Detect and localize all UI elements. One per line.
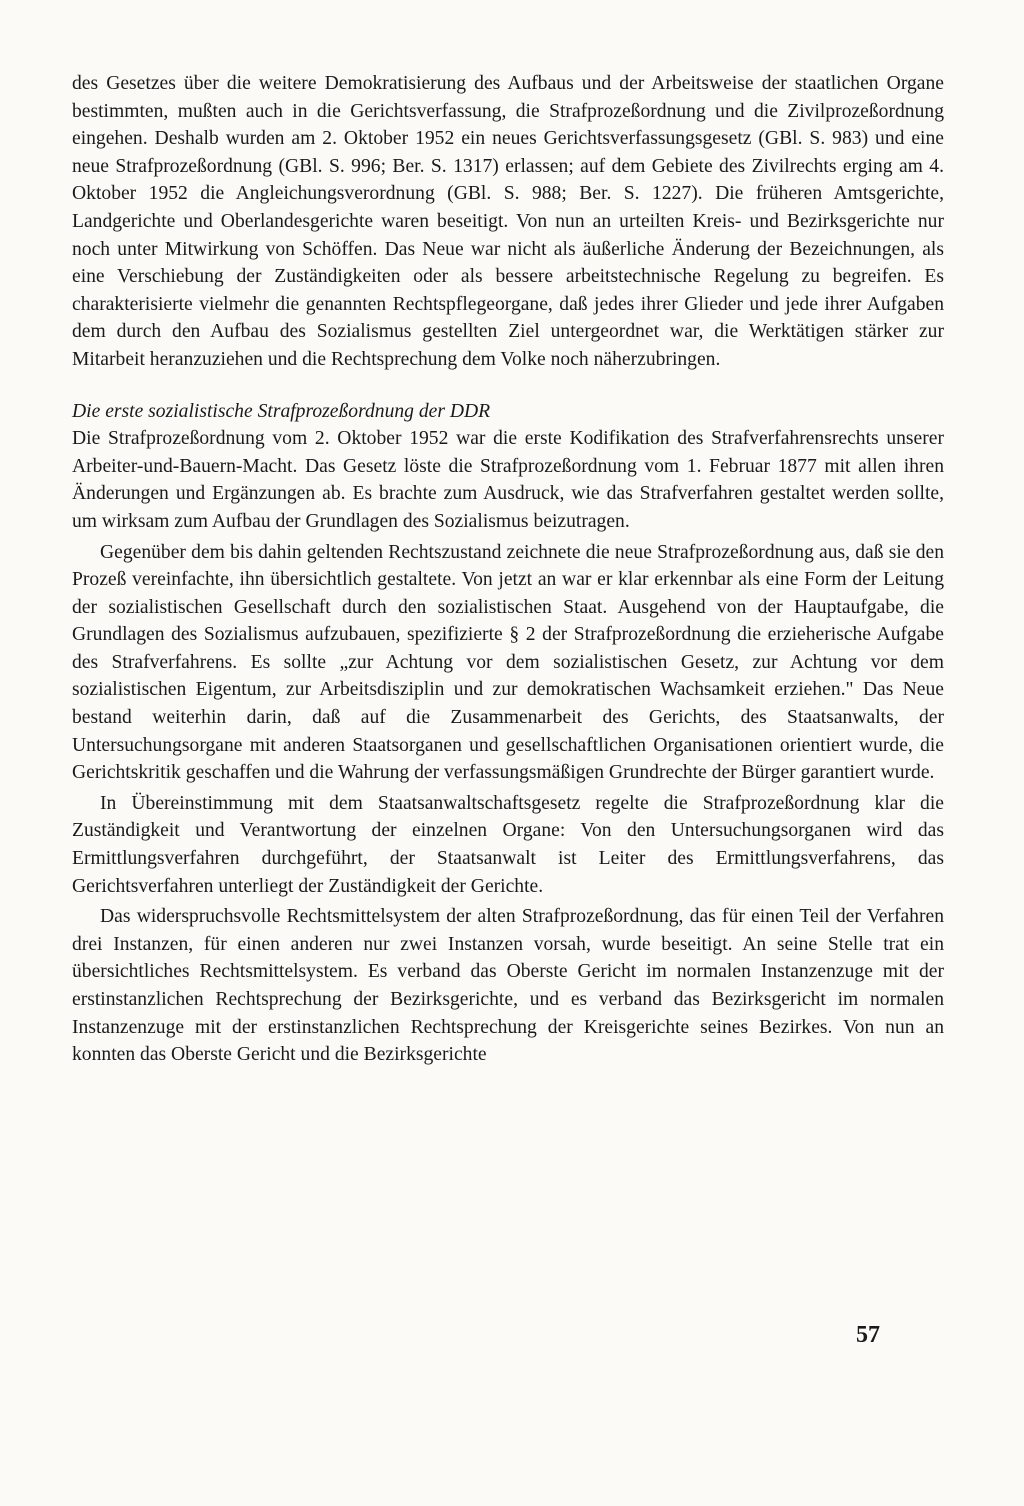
page-body bbox=[72, 70, 944, 1069]
page-number: 57 bbox=[856, 1322, 880, 1348]
paragraph-kodifikation: Die Strafprozeßordnung vom 2. Oktober 1952 war die erste Kodifikation des Strafverfahrensrechts unserer Arbeiter-und-Bauern-Macht. Das Gesetz löste die Strafprozeßordnung vom 1. Februar 1877 mit allen ihren Änderungen und Ergänzungen ab. Es brachte zum Ausdruck, wie das Strafverfahren gestaltet werden sollte, um wirksam zum Aufbau der Grundlagen des Sozialismus beizutragen. bbox=[72, 428, 944, 532]
section-heading: Die erste sozialistische Strafprozeßordnung der DDR bbox=[72, 400, 491, 422]
paragraph-zustaendigkeit: In Übereinstimmung mit dem Staatsanwaltschaftsgesetz regelte die Strafprozeßordnung klar die Zuständigkeit und Verantwortung der einzelnen Organe: Von den Untersuchungsorganen wird das Ermittlungsverfahren durchgeführt, der Staatsanwalt ist Leiter des Ermittlungsverfahrens, das Gerichtsverfahren unterliegt der Zuständigkeit der Gerichte. bbox=[72, 792, 944, 897]
paragraph-rechtsmittelsystem: Das widerspruchsvolle Rechtsmittelsystem der alten Strafprozeßordnung, das für einen Teil der Verfahren drei Instanzen, für einen anderen nur zwei Instanzen vorsah, wurde beseitigt. An seine Stelle trat ein übersichtliches Rechtsmittelsystem. Es verband das Oberste Gericht im normalen Instanzenzuge mit der erstinstanzlichen Rechtsprechung der Bezirksgerichte, und es verband das Bezirksgericht im normalen Instanzenzuge mit der erstinstanzlichen Rechtsprechung der Kreisgerichte seines Bezirkes. Von nun an konnten das Oberste Gericht und die Bezirksgerichte bbox=[72, 906, 944, 1066]
paragraph-rechtszustand: Gegenüber dem bis dahin geltenden Rechtszustand zeichnete die neue Strafprozeßordnung aus, daß sie den Prozeß vereinfachte, ihn übersichtlich gestaltete. Von jetzt an war er klar erkennbar als eine Form der Leitung der sozialistischen Gesellschaft durch den sozialistischen Staat. Ausgehend von der Hauptaufgabe, die Grundlagen des Sozialismus aufzubauen, spezifizierte § 2 der Strafprozeßordnung die erzieherische Aufgabe des Strafverfahrens. Es sollte „zur Achtung vor dem sozialistischen Gesetz, zur Achtung vor dem sozialistischen Eigentum, zur Arbeitsdisziplin und zur demokratischen Wachsamkeit erziehen." Das Neue bestand weiterhin darin, daß auf die Zusammenarbeit des Gerichts, des Staatsanwalts, der Untersuchungsorgane mit anderen Staatsorganen und gesellschaftlichen Organisationen orientiert wurde, die Gerichtskritik geschaffen und die Wahrung der verfassungsmäßigen Grundrechte der Bürger garantiert wurde. bbox=[72, 541, 944, 784]
paragraph-intro: des Gesetzes über die weitere Demokratisierung des Aufbaus und der Arbeitsweise der staatlichen Organe bestimmten, mußten auch in die Gerichtsverfassung, die Strafprozeßordnung und die Zivilprozeßordnung eingehen. Deshalb wurden am 2. Oktober 1952 ein neues Gerichtsverfassungsgesetz (GBl. S. 983) und eine neue Strafprozeßordnung (GBl. S. 996; Ber. S. 1317) erlassen; auf dem Gebiete des Zivilrechts erging am 4. Oktober 1952 die Angleichungsverordnung (GBl. S. 988; Ber. S. 1227). Die früheren Amtsgerichte, Landgerichte und Oberlandesgerichte waren beseitigt. Von nun an urteilten Kreis- und Bezirksgerichte nur noch unter Mitwirkung von Schöffen. Das Neue war nicht als äußerliche Änderung der Bezeichnungen, als eine Verschiebung der Zuständigkeiten oder als bessere arbeitstechnische Regelung zu begreifen. Es charakterisierte vielmehr die genannten Rechtspflegeorgane, daß jedes ihrer Glieder und jede ihrer Aufgaben dem durch den Aufbau des Sozialismus gestellten Ziel untergeordnet war, die Werktätigen stärker zur Mitarbeit heranzuziehen und die Rechtsprechung dem Volke noch näherzubringen. bbox=[72, 73, 944, 370]
